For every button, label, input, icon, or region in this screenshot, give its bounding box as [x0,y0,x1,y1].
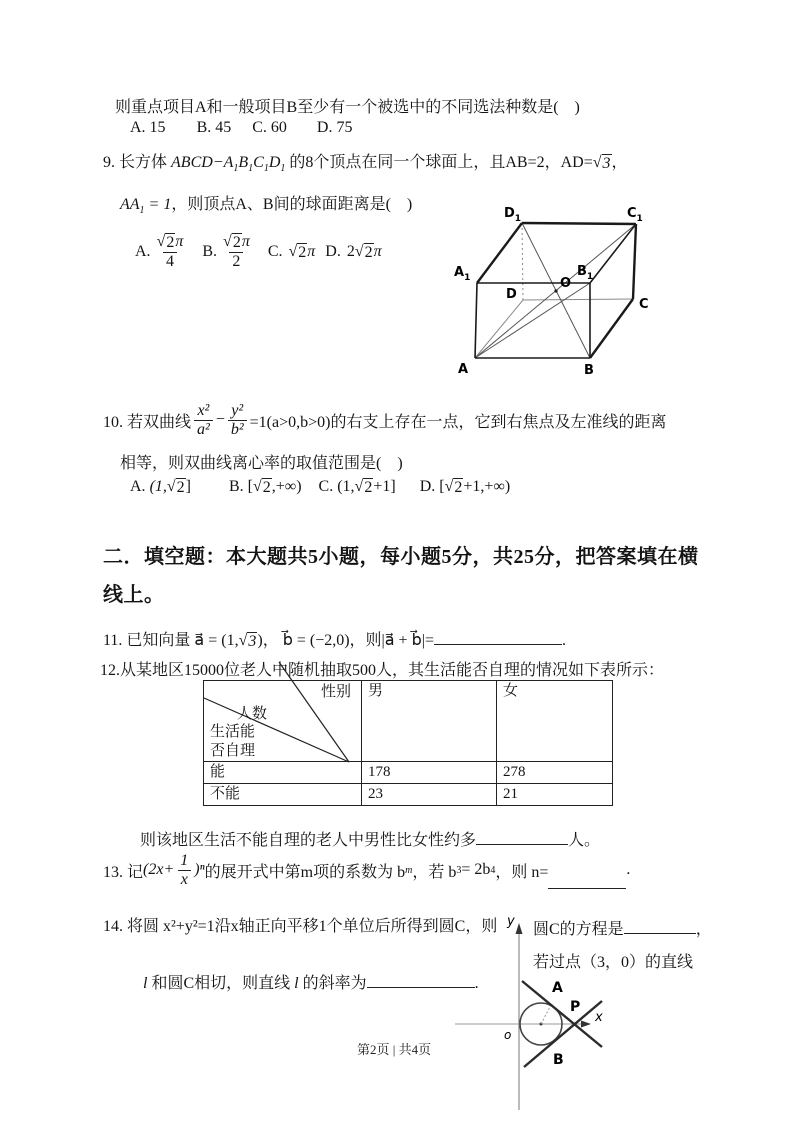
q8-option-b: B. 45 [196,119,232,136]
q12-table [203,680,613,806]
q9-option-c-label: C. [267,243,283,260]
q12-intro: 12.从某地区15000位老人中随机抽取500人，其生活能否自理的情况如下表所示： [100,662,665,679]
q10-fraction-x: $\frac{\text{x²}}{\text{a²}}$ [194,402,213,438]
table-row [204,762,613,784]
q10-option-d: D. [ √ 2 +1,+∞) [419,478,511,496]
q8-option-c: C. 60 [252,119,287,136]
q11-stem: 11. 已知向量 a⃗ = (1, √ 3 )， b⃗ = (−2,0)，则|a⃗ + b⃗|= . [103,627,566,651]
q12-table-corner-cell [204,681,362,762]
vertex-label-c: C [639,297,649,312]
q12-answer-blank [476,829,568,845]
q9-text: 9. 长方体 [103,154,172,171]
point-p-label: P [570,999,581,1015]
q9-stem-line2: $AA_1 = 1$，则顶点A、B间的球面距离是( ) [120,196,413,217]
section2-header-line1: 二．填空题：本大题共5小题，每小题5分，共25分，把答案填在横 [103,546,699,568]
q9-option-c-value: √ 2 [288,242,307,261]
q12-col-female: 女 [497,681,613,762]
corner-label-live2: 否自理 [210,743,256,759]
sqrt-3: √ 3 [238,632,257,650]
q14-right-line2: 若过点（3，0）的直线 [533,954,694,971]
q13-stem: 13. 记 (2x+ $\frac{1}{x}$ )ⁿ 的展开式中第m项的系数为 b m ，若 b 3 = 2b 4 ，则 n= . [103,851,631,888]
row-unable-label: 不能 [204,784,362,806]
q12-col-male: 男 [362,681,497,762]
q9-option-a-label: A. [135,243,151,260]
vertex-label-b1: $B_1$ [577,264,594,282]
corner-label-count: 人数 [237,706,268,722]
x-axis-arrow [581,1021,591,1028]
q9-solid-name: $ABCD-A_1B_1C_1D_1$ [171,154,286,175]
y-axis-label: y [507,914,515,929]
row-able-female: 278 [497,762,613,784]
q14-stem-line2: l 和圆C相切，则直线 l 的斜率为 . [143,970,479,993]
point-b-label: B [553,1052,564,1068]
q10-option-b: B. [ √ 2 ,+∞) [229,478,302,496]
q10-stem-line2: 相等，则双曲线离心率的取值范围是( ) [120,455,403,472]
section2-header-line2: 线上。 [103,584,165,606]
corner-label-gender: 性别 [320,684,351,700]
vertex-label-d1: $D_1$ [504,206,522,224]
vertex-label-a1: $A_1$ [454,265,471,283]
q9-options: A. √ 2 π 4 B. √ 2 π 2 C. √ 2 π D. 2 √ 2 π [135,233,382,270]
vertex-label-a: A [458,362,469,377]
q9-option-b-label: B. [202,243,218,260]
y-axis-arrow [516,923,523,934]
row-unable-male: 23 [362,784,497,806]
radius-dotted-line [541,1003,552,1024]
corner-label-live1: 生活能 [210,724,256,740]
q13-answer-blank [548,873,626,889]
q8-option-a: A. 15 [130,119,166,136]
vertex-label-c1: $C_1$ [627,206,643,224]
point-o-dot [554,289,557,292]
row-able-male: 178 [362,762,497,784]
q8-options [130,119,352,137]
q9-option-d-label: D. [325,243,341,260]
q12-note: 则该地区生活不能自理的老人中男性比女性约多 人。 [140,827,600,850]
q9-option-a-fraction: √ 2 π 4 [156,233,184,270]
q9-aa1: $AA_1 = 1$ [120,196,172,217]
q9-text2: 的8个顶点在同一个球面上，且AB=2，AD= [285,154,593,171]
q10-options [130,478,510,497]
tangent-circle-figure [450,895,685,1122]
q9-stem-line1: 9. 长方体 $ABCD-A_1B_1C_1D_1$ 的8个顶点在同一个球面上，且AB=2，AD= √ 3 ， [103,154,628,175]
q9-option-b-fraction: √ 2 π 2 [223,233,250,270]
origin-label: o [504,1028,512,1042]
q10-stem-line1: 10. 若双曲线 $\frac{\text{x²}}{\text{a²}}$ − $\frac{\text{y²}}{\text{b²}}$ =1(a>0,b>0)的右支上存在一点，它到右焦点及左准线的距离 [103,401,667,438]
vertex-label-o: O [560,276,572,291]
q11-answer-blank [434,629,562,645]
row-able-label: 能 [204,762,362,784]
q10-option-a: A. (1, √ 2 ] [130,478,191,496]
sqrt-3: √ 3 [592,154,611,172]
vertex-label-b: B [584,363,594,378]
q13-fraction: $\frac{1}{x}$ [177,852,191,888]
q14-stem-line1: 14. 将圆 x²+y²=1沿x轴正向平移1个单位后所得到圆C，则 [103,918,498,935]
q8-stem: 则重点项目A和一般项目B至少有一个被选中的不同选法种数是( ) [115,99,580,116]
table-row [204,784,613,806]
q14-right-line1: 圆C的方程是 ， [533,916,712,939]
q8-option-d: D. 75 [316,119,353,136]
row-unable-female: 21 [497,784,613,806]
cuboid-figure [440,195,680,390]
q10-fraction-y: $\frac{\text{y²}}{\text{b²}}$ [228,402,247,438]
x-axis-label: x [595,1010,603,1025]
q10-option-c: C. (1, √ 2 +1] [318,478,396,496]
point-a-label: A [552,980,563,996]
page-footer: 第2页 | 共4页 [357,1042,432,1057]
q9-option-d-value: √ 2 [354,242,373,261]
vertex-label-d: D [506,287,517,302]
